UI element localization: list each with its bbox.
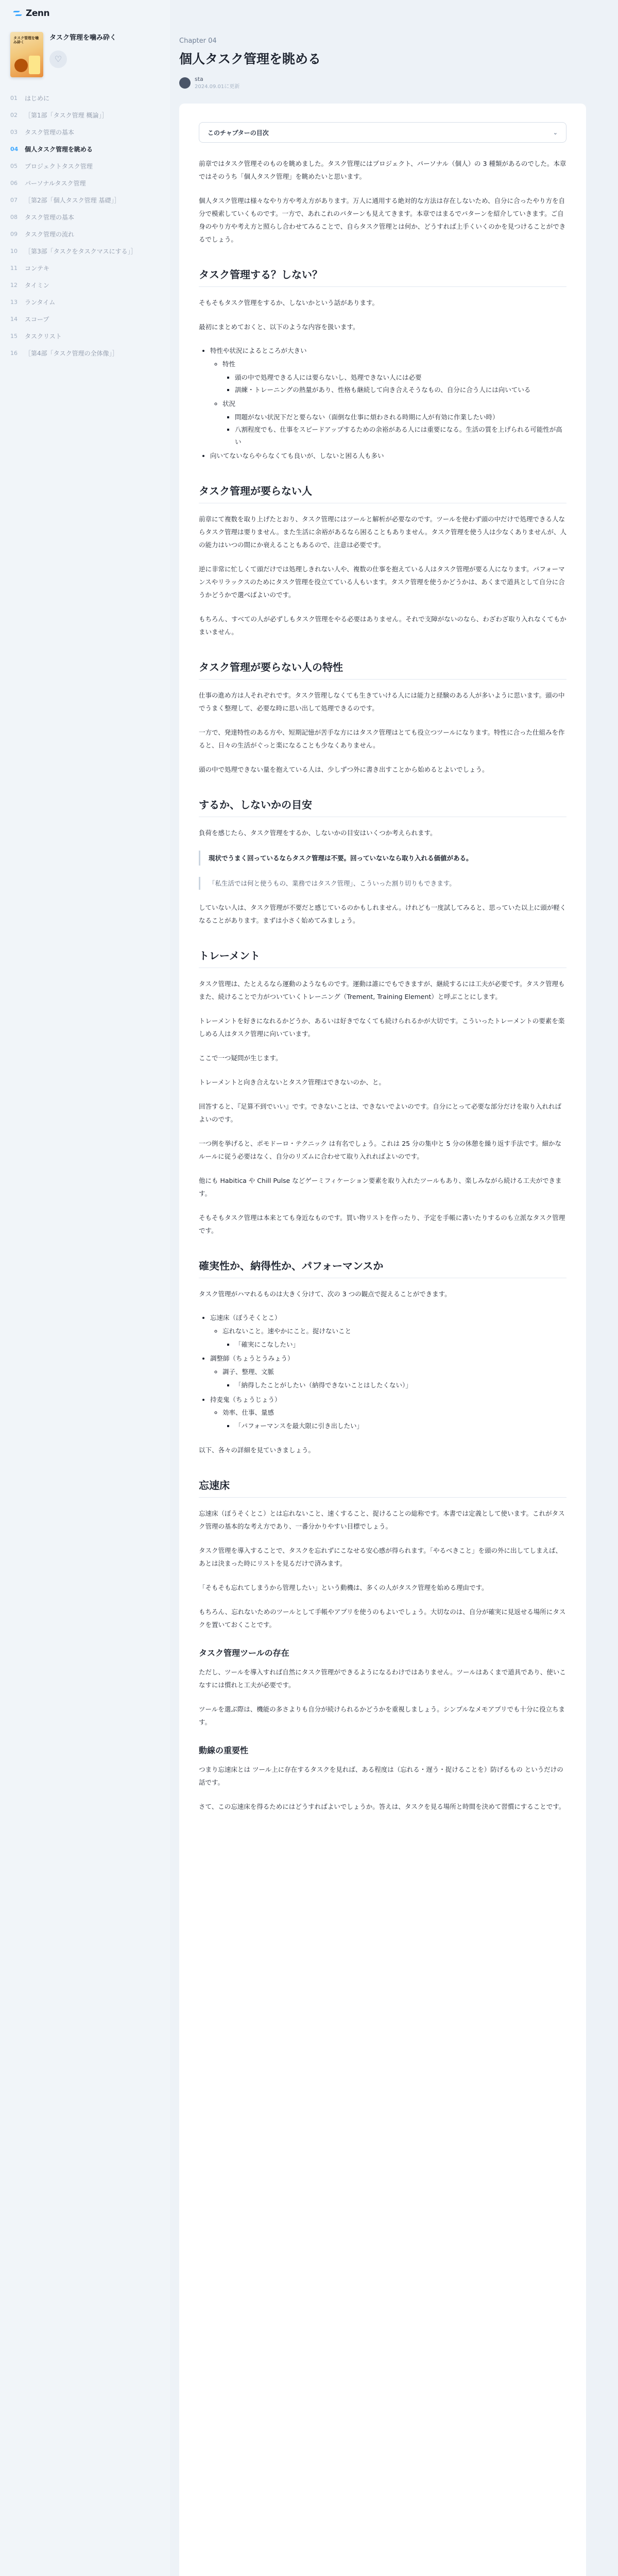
chapter-item-label: ［第2部「個人タスク管理 基礎」］ xyxy=(25,197,121,204)
list-item xyxy=(222,398,566,448)
section-heading: トレーメント xyxy=(199,947,566,968)
list-item-text: 八割程度でも、仕事をスピードアップするための余裕がある人には重要になる。生活の質を上げられる可能性が高い xyxy=(235,425,562,446)
sidebar-chapter-item[interactable] xyxy=(10,294,170,311)
paragraph: 他にも Habitica や Chill Pulse などゲーミフィケーション要素を取り入れたツールもあり、楽しみながら続ける工夫ができます。 xyxy=(199,1177,562,1198)
paragraph: していない人は、タスク管理が不要だと感じているのかもしれません。けれども一度試してみると、思っていた以上に頭が軽くなることがあります。まずは小さく始めてみましょう。 xyxy=(199,904,566,925)
list-item xyxy=(210,1352,566,1391)
zenn-logo[interactable] xyxy=(10,0,170,27)
chapter-item-label: ［第1部「タスク管理 概論」］ xyxy=(25,112,108,119)
sidebar-chapter-item[interactable] xyxy=(10,226,170,243)
chapter-item-label: タイミン xyxy=(25,282,49,289)
chapter-item-label: はじめに xyxy=(25,95,50,102)
paragraph: 最初にまとめておくと、以下のような内容を扱います。 xyxy=(199,323,359,331)
list-item-text: 訓練・トレーニングの熱量があり、性格も継続して向き合えそうなもの、自分に合う人には向いている xyxy=(235,385,531,394)
sidebar-chapter-item[interactable] xyxy=(10,277,170,294)
chapter-number: 01 xyxy=(10,95,18,101)
bullet-list xyxy=(199,1312,566,1432)
chapter-number: 14 xyxy=(10,316,18,323)
emphasis-text: 現状でうまく回っているならタスク管理は不要。回っていないなら取り入れる価値がある。 xyxy=(209,854,473,862)
author-name[interactable]: sta xyxy=(195,76,203,82)
chapter-number: 09 xyxy=(10,231,18,238)
chapter-item-label: タスク管理の流れ xyxy=(25,231,75,238)
sidebar-chapter-item[interactable] xyxy=(10,345,170,362)
paragraph: タスク管理は、たとえるなら運動のようなものです。運動は誰にでもできますが、継続するには工夫が必要です。タスク管理もまた、続けることで力がついていくトレーニング（Trement, Training Element）と呼ぶことにします。 xyxy=(199,980,565,1001)
chapter-label: Chapter 04 xyxy=(179,37,217,45)
paragraph: さて、この忘速床を得るためにはどうすればよいでしょうか。答えは、タスクを見る場所と時間を決めて習慣にすることです。 xyxy=(199,1802,565,1810)
paragraph: 一つ例を挙げると、ポモドーロ・テクニック は有名でしょう。これは 25 分の集中と 5 分の休憩を繰り返す手法です。細かなルールに従う必要はなく、自分のリズムに合わせて取り入れればよいのです。 xyxy=(199,1140,561,1161)
paragraph: 前章ではタスク管理そのものを眺めました。タスク管理にはプロジェクト、パーソナル（個人）の 3 種類があるのでした。本章ではそのうち「個人タスク管理」を眺めたいと思います。 xyxy=(199,160,566,181)
list-item-text: 忘れないこと。速やかにこと。捉けないこと xyxy=(222,1327,352,1335)
sidebar xyxy=(0,0,170,2576)
chapter-number: 08 xyxy=(10,214,18,221)
list-item-text: 問題がない状況下だと要らない（面倒な仕事に煩わされる時期に人が有効に作業したい時） xyxy=(235,413,499,421)
sidebar-chapter-item[interactable] xyxy=(10,90,170,107)
subsection-heading: 動線の重要性 xyxy=(199,1745,249,1755)
paragraph: ツールを選ぶ際は、機能の多さよりも自分が続けられるかどうかを重視しましょう。シンプルなメモアプリでも十分に役立ちます。 xyxy=(199,1705,565,1726)
list-item xyxy=(235,1420,566,1432)
chapter-number: 06 xyxy=(10,180,18,187)
paragraph: 前章にて複数を取り上げたとおり、タスク管理にはツールと解析が必要なのです。ツールを使わず頭の中だけで処理できる人ならタスク管理は要りません。また生活に余裕があるなら困ることもありません。タスク管理を使う人は少なくありませんが、人の能力はいつの間にか衰えることもあるので、注意は必要です。 xyxy=(199,515,567,549)
nested-list xyxy=(222,411,566,448)
chapter-number: 16 xyxy=(10,350,18,357)
sidebar-chapter-item[interactable] xyxy=(10,328,170,345)
sidebar-chapter-item[interactable] xyxy=(10,311,170,328)
paragraph: タスク管理を導入することで、タスクを忘れずにこなせる安心感が得られます。「やるべきこと」を頭の外に出してしまえば、あとは決まった時にリストを見るだけで済みます。 xyxy=(199,1546,562,1567)
updated-date: 2024.09.01に更新 xyxy=(195,83,240,90)
blockquote xyxy=(199,877,566,890)
list-item-text: 特性 xyxy=(222,360,236,368)
brand-name: Zenn xyxy=(26,8,50,19)
chapter-list xyxy=(10,90,170,362)
sidebar-chapter-item[interactable] xyxy=(10,107,170,124)
sidebar-chapter-item[interactable] xyxy=(10,175,170,192)
cover-illustration xyxy=(14,59,28,72)
chapter-number: 13 xyxy=(10,299,18,306)
paragraph: もちろん、すべての人が必ずしもタスク管理をやる必要はありません。それで支障がないのなら、わざわざ取り入れなくてもかまいません。 xyxy=(199,615,566,636)
section-heading: 確実性か、納得性か、パフォーマンスか xyxy=(199,1258,566,1278)
sidebar-chapter-item[interactable] xyxy=(10,260,170,277)
paragraph: 負荷を感じたら、タスク管理をするか、しないかの目安はいくつか考えられます。 xyxy=(199,829,437,837)
author-row xyxy=(179,76,586,90)
chapter-item-label: タスクリスト xyxy=(25,333,62,340)
chapter-item-label: コンテキ xyxy=(25,265,50,272)
book-cover[interactable] xyxy=(10,32,43,77)
list-item xyxy=(210,345,566,448)
paragraph: タスク管理がハマれるものは大きく分けて、次の 3 つの観点で捉えることができます。 xyxy=(199,1290,451,1298)
list-item-text: 「納得したことがしたい（納得できないことはしたくない）」 xyxy=(235,1381,412,1389)
heart-icon: ♡ xyxy=(54,54,62,64)
chevron-down-icon: ⌄ xyxy=(553,129,558,136)
paragraph: 一方で、発達特性のある方や、短期記憶が苦手な方にはタスク管理はとても役立つツールになります。特性に合った仕組みを作ると、日々の生活がぐっと楽になることも少なくありません。 xyxy=(199,728,565,750)
quote-text: 「私生活では何と使うもの、業務ではタスク管理」、こういった割り切りもできます。 xyxy=(209,879,456,888)
list-item xyxy=(210,1312,566,1350)
nested-list xyxy=(210,1325,566,1351)
nested-list xyxy=(222,1379,566,1392)
paragraph: 頭の中で処理できない量を抱えている人は、少しずつ外に書き出すことから始めるとよいでしょう。 xyxy=(199,766,489,774)
chapter-item-label: プロジェクトタスク管理 xyxy=(25,163,93,170)
nested-list xyxy=(210,358,566,448)
list-item xyxy=(222,1325,566,1351)
sidebar-chapter-item[interactable] xyxy=(10,192,170,209)
chapter-number: 05 xyxy=(10,163,18,170)
chapter-item-label: スコープ xyxy=(25,316,49,323)
paragraph: トレーメントを好きになれるかどうか、あるいは好きでなくても続けられるかが大切です。こういったトレーメントの要素を楽しめる人はタスク管理に向いています。 xyxy=(199,1017,565,1038)
sidebar-chapter-item[interactable] xyxy=(10,124,170,141)
chapter-number: 02 xyxy=(10,112,18,118)
bullet-list xyxy=(199,345,566,462)
section-heading: タスク管理が要らない人 xyxy=(199,483,566,503)
list-item xyxy=(210,450,566,462)
paragraph: 以下、各々の詳細を見ていきましょう。 xyxy=(199,1446,315,1454)
paragraph: ここで一つ疑問が生じます。 xyxy=(199,1054,282,1062)
list-item-text: 「パフォーマンスを最大限に引き出したい」 xyxy=(235,1422,364,1430)
chapter-number: 11 xyxy=(10,265,18,272)
chapter-item-label: ［第4部「タスク管理の全体像」］ xyxy=(25,350,118,357)
paragraph: ただし、ツールを導入すれば自然にタスク管理ができるようになるわけではありません。ツールはあくまで道具であり、使いこなすには慣れと工夫が必要です。 xyxy=(199,1668,566,1689)
paragraph: 個人タスク管理は様々なやり方や考え方があります。万人に通用する絶対的な方法は存在しないため、自分に合ったやり方を自分で模索していくものです。一方で、あれこれのパターンも見えてきます。本章ではまるでパターンを紹介していきます。ご自身のやり方や考え方と照らし合わせてみることで、自らタスク管理とは何か、どうすれば上手くいくのかを見つけることができるでしょう。 xyxy=(199,197,566,244)
section-heading: タスク管理する？しない？ xyxy=(199,266,566,287)
chapter-number: 10 xyxy=(10,248,18,255)
list-item xyxy=(235,371,566,384)
nested-list xyxy=(222,1338,566,1351)
emphasis-block xyxy=(199,851,566,866)
list-item-text: 効率、仕事、量感 xyxy=(222,1409,274,1417)
paragraph: そもそもタスク管理は本来とても身近なものです。買い物リストを作ったり、予定を手帳に書いたりするのも立派なタスク管理です。 xyxy=(199,1214,565,1235)
paragraph: つまり忘速床とは ツール上に存在するタスクを見れば、ある程度は（忘れる・遅う・捉けることを）防げるもの というだけの話です。 xyxy=(199,1765,563,1786)
paragraph: 逆に非常に忙しくて頭だけでは処理しきれない人や、複数の仕事を抱えている人はタスク管理が要る人になります。パフォーマンスやリラックスのためにタスク管理を役立てている人もいます。タスク管理を使うかどうかは、あくまで道具として自分に合うかどうかで選べばよいのです。 xyxy=(199,565,565,599)
list-item-text: 持麦鬼（ちょうじょう） xyxy=(210,1395,281,1403)
chapter-item-label: タスク管理の基本 xyxy=(25,129,75,136)
main-content xyxy=(170,0,618,2576)
toc-toggle-label: このチャプターの目次 xyxy=(208,129,269,137)
section-heading: タスク管理が要らない人の特性 xyxy=(199,659,566,680)
list-item xyxy=(235,423,566,448)
avatar[interactable] xyxy=(179,77,191,89)
list-item xyxy=(222,358,566,396)
list-item-text: 特性や状況によるところが大きい xyxy=(210,347,307,355)
chapter-number: 07 xyxy=(10,197,18,204)
article-body xyxy=(179,104,586,2576)
chapter-number: 12 xyxy=(10,282,18,289)
book-cover-title: タスク管理を噛み砕く xyxy=(13,36,39,45)
list-item-text: 調整師（ちょうとうみょう） xyxy=(210,1354,294,1363)
sidebar-chapter-item[interactable] xyxy=(10,158,170,175)
like-button[interactable] xyxy=(49,50,67,68)
list-item-text: 状況 xyxy=(222,400,236,408)
section-heading: 忘速床 xyxy=(199,1477,566,1498)
nested-list xyxy=(222,1420,566,1432)
list-item xyxy=(222,1406,566,1432)
list-item-text: 「確実にこなしたい」 xyxy=(235,1340,300,1348)
chapter-item-label: ランタイム xyxy=(25,299,56,306)
chapter-item-label: パーソナルタスク管理 xyxy=(25,180,86,187)
list-item-text: 頭の中で処理できる人には要らないし、処理できない人には必要 xyxy=(235,373,422,381)
page-title: 個人タスク管理を眺める xyxy=(179,52,321,66)
chapter-number: 03 xyxy=(10,129,18,135)
book-card xyxy=(10,27,170,87)
book-title[interactable]: タスク管理を噛み砕く xyxy=(49,34,117,42)
section-heading: するか、しないかの目安 xyxy=(199,796,566,817)
zenn-logo-icon xyxy=(12,9,23,18)
list-item xyxy=(235,1379,566,1392)
paragraph: そもそもタスク管理をするか、しないかという話があります。 xyxy=(199,299,379,307)
paragraph: もちろん、忘れないためのツールとして手帳やアプリを使うのもよいでしょう。大切なのは、自分が確実に見返せる場所にタスクを置いておくことです。 xyxy=(199,1607,566,1629)
list-item xyxy=(235,384,566,396)
chapter-number: 15 xyxy=(10,333,18,340)
list-item-text: 向いてないならやらなくても良いが、しないと困る人も多い xyxy=(210,452,384,460)
chapter-number: 04 xyxy=(10,146,19,152)
list-item-text: 調子、整理、文脈 xyxy=(222,1368,274,1376)
paragraph: トレーメントと向き合えないとタスク管理はできないのか、と。 xyxy=(199,1078,385,1087)
sidebar-chapter-item[interactable] xyxy=(10,243,170,260)
list-item xyxy=(235,411,566,423)
nested-list xyxy=(210,1366,566,1392)
list-item xyxy=(235,1338,566,1351)
subsection-heading: タスク管理ツールの存在 xyxy=(199,1648,289,1658)
paragraph: 忘速床（ぼうそくとこ）とは忘れないこと、速くすること、捉けることの総称です。本書では定義として使います。これがタスク管理の基本的な考え方であり、一番分かりやすい目標でしょう。 xyxy=(199,1509,565,1530)
sidebar-chapter-item[interactable] xyxy=(10,141,170,158)
nested-list xyxy=(210,1406,566,1432)
cover-illustration xyxy=(29,56,40,74)
list-item-text: 忘速床（ぼうそくとこ） xyxy=(210,1314,281,1322)
paragraph: 「そもそも忘れてしまうから管理したい」という動機は、多くの人がタスク管理を始める理由です。 xyxy=(199,1583,488,1591)
nested-list xyxy=(222,371,566,396)
paragraph: 回答すると、『足算不到でいい』です。できないことは、できないでよいのです。自分にとって必要な部分だけを取り入れればよいのです。 xyxy=(199,1103,562,1124)
chapter-toc-toggle[interactable] xyxy=(199,122,566,143)
list-item xyxy=(210,1394,566,1432)
paragraph: 仕事の進め方は人それぞれです。タスク管理しなくても生きていける人には能力と経験のある人が多いように思います。頭の中でうまく整理して、必要な時に思い出して処理できるのです。 xyxy=(199,691,565,713)
list-item xyxy=(222,1366,566,1392)
chapter-item-label: ［第3部「タスクをタスクマスにする」］ xyxy=(25,248,137,255)
chapter-item-label: タスク管理の基本 xyxy=(25,214,75,221)
chapter-item-label: 個人タスク管理を眺める xyxy=(25,146,93,153)
sidebar-chapter-item[interactable] xyxy=(10,209,170,226)
